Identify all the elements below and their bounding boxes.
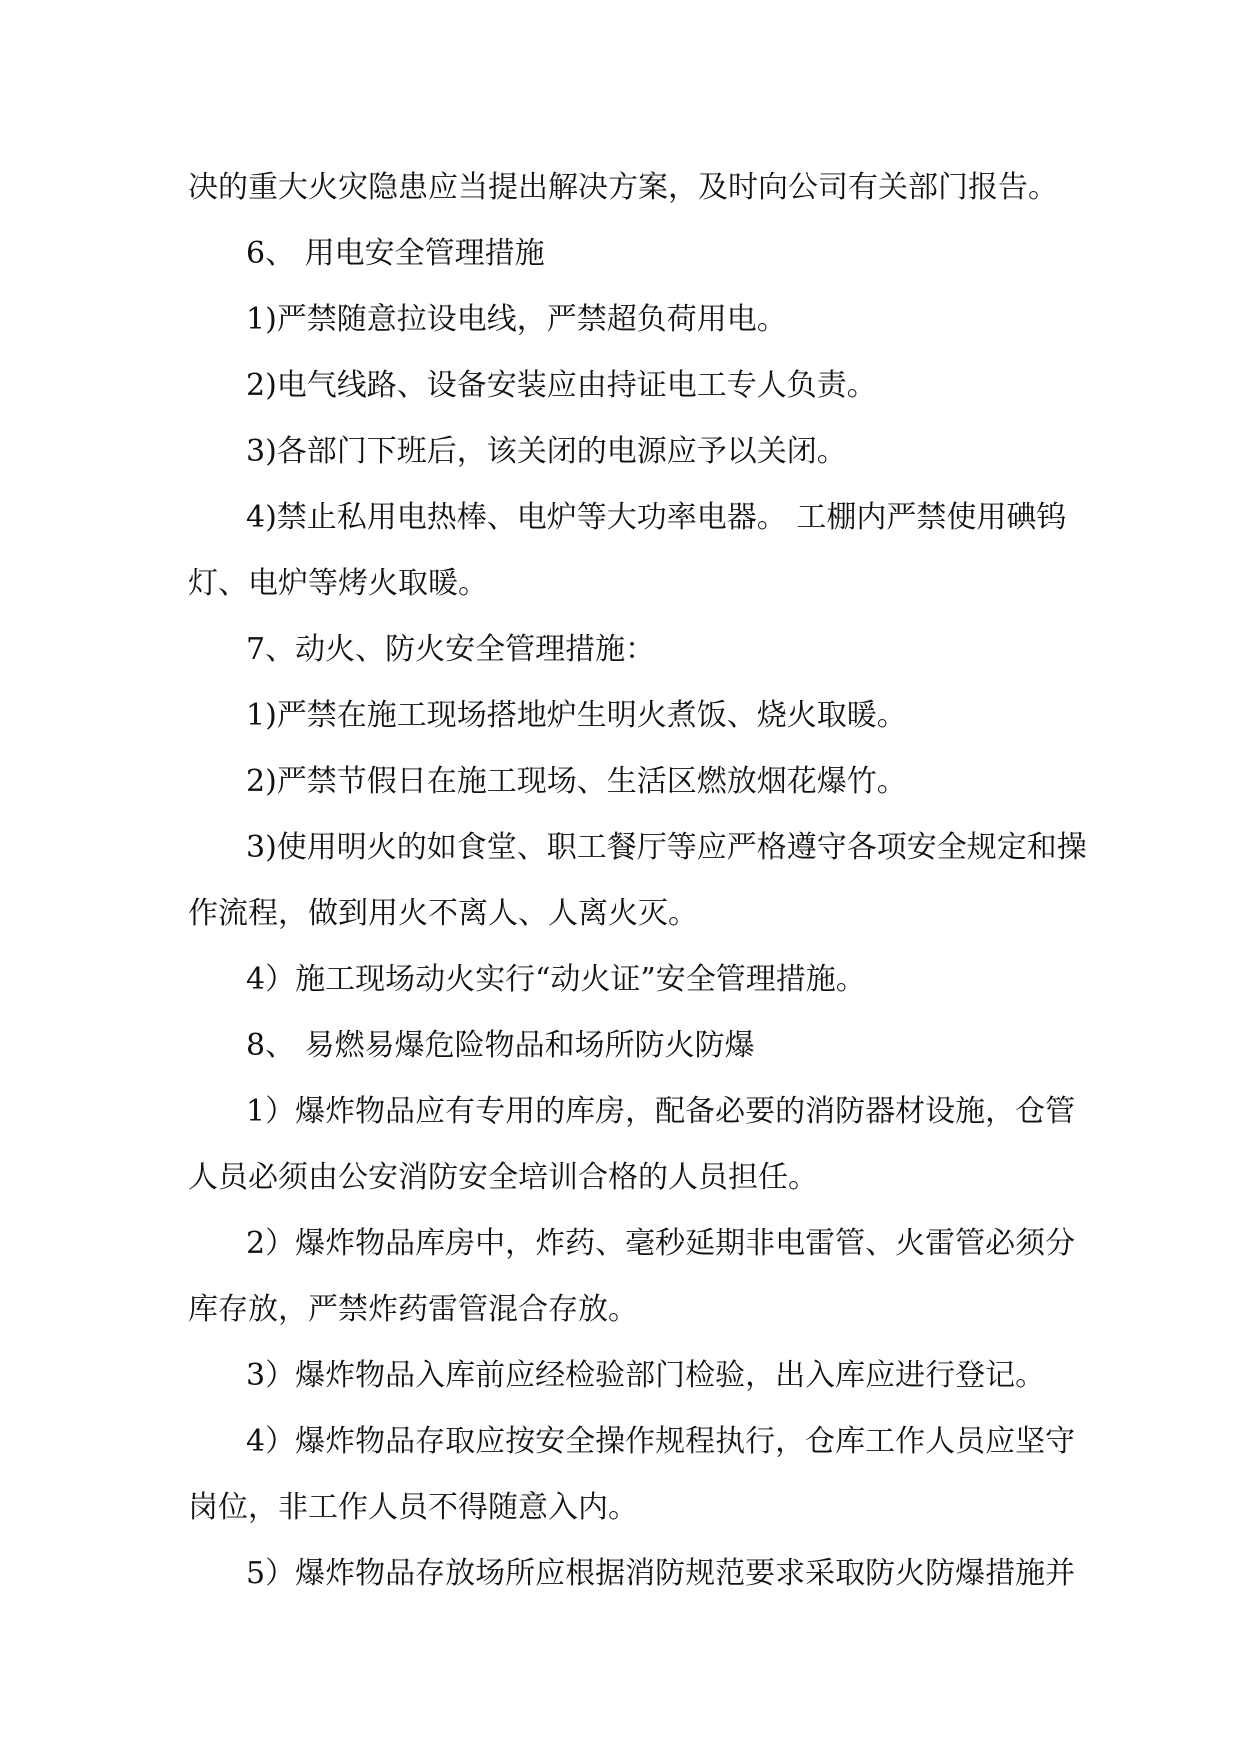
text-line: 决的重大火灾隐患应当提出解决方案，及时向公司有关部门报告。 (188, 170, 1058, 205)
document-body (188, 155, 1087, 1607)
text-line: 4）爆炸物品存取应按安全操作规程执行，仓库工作人员应坚守 (246, 1424, 1076, 1459)
text-line: 2)电气线路、设备安装应由持证电工专人负责。 (246, 368, 877, 403)
text-line: 3）爆炸物品入库前应经检验部门检验，出入库应进行登记。 (246, 1358, 1046, 1393)
text-line: 7、动火、防火安全管理措施： (246, 632, 656, 667)
text-line: 1)严禁随意拉设电线，严禁超负荷用电。 (246, 302, 787, 337)
text-line: 5）爆炸物品存放场所应根据消防规范要求采取防火防爆措施并 (246, 1556, 1076, 1591)
text-line: 2)严禁节假日在施工现场、生活区燃放烟花爆竹。 (246, 764, 907, 799)
text-line: 人员必须由公安消防安全培训合格的人员担任。 (188, 1160, 818, 1195)
text-line: 1）爆炸物品应有专用的库房，配备必要的消防器材设施，仓管 (246, 1094, 1076, 1129)
text-line: 库存放，严禁炸药雷管混合存放。 (188, 1292, 638, 1327)
text-line: 3)使用明火的如食堂、职工餐厅等应严格遵守各项安全规定和操 (246, 830, 1087, 865)
text-line: 4)禁止私用电热棒、电炉等大功率电器。 工棚内严禁使用碘钨 (246, 500, 1067, 535)
text-line: 6、 用电安全管理措施 (246, 236, 545, 271)
text-line: 4）施工现场动火实行“动火证”安全管理措施。 (246, 962, 866, 997)
text-line: 灯、电炉等烤火取暖。 (188, 566, 488, 601)
text-line: 1)严禁在施工现场搭地炉生明火煮饭、烧火取暖。 (246, 698, 907, 733)
text-line: 岗位，非工作人员不得随意入内。 (188, 1490, 638, 1525)
text-line: 3)各部门下班后，该关闭的电源应予以关闭。 (246, 434, 847, 469)
text-line: 2）爆炸物品库房中，炸药、毫秒延期非电雷管、火雷管必须分 (246, 1226, 1076, 1261)
text-line: 作流程，做到用火不离人、人离火灭。 (188, 896, 698, 931)
text-line: 8、 易燃易爆危险物品和场所防火防爆 (246, 1028, 755, 1063)
